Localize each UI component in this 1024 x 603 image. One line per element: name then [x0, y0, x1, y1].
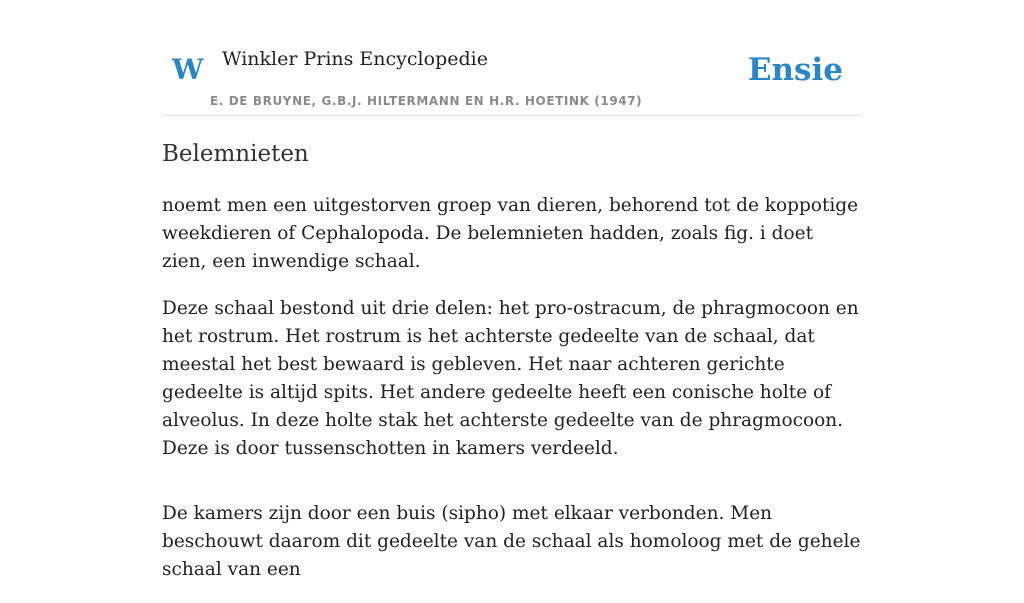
publication-title[interactable]: Winkler Prins Encyclopedie [222, 48, 488, 70]
article-paragraph: De kamers zijn door een buis (sipho) met elkaar verbonden. Men beschouwt daarom dit gedeelte van de schaal als homoloog met de gehele schaal van een [162, 503, 861, 580]
site-header [162, 0, 862, 116]
article-paragraph: Deze schaal bestond uit drie delen: het pro-ostracum, de phragmocoon en het rostrum. Het rostrum is het achterste gedeelte van de schaal, dat meestal het best bewaard is gebleven. Het naar achteren gerichte gedeelte is altijd spits. Het andere gedeelte heeft een conische holte of alveolus. In deze holte stak het achterste gedeelte van de phragmocoon. Deze is door tussenschotten in kamers verdeeld. [162, 298, 859, 459]
article-body [162, 192, 862, 603]
publication-logo[interactable]: W [172, 53, 204, 86]
article-title: Belemnieten [162, 141, 309, 167]
page [162, 0, 862, 580]
article-paragraph: noemt men een uitgestorven groep van dieren, behorend tot de koppotige weekdieren of Cephalopoda. De belemnieten hadden, zoals fig. i doet zien, een inwendige schaal. [162, 195, 859, 272]
brand-logo[interactable]: Ensie [747, 52, 843, 88]
publication-authors: E. DE BRUYNE, G.B.J. HILTERMANN EN H.R. HOETINK (1947) [210, 94, 643, 108]
